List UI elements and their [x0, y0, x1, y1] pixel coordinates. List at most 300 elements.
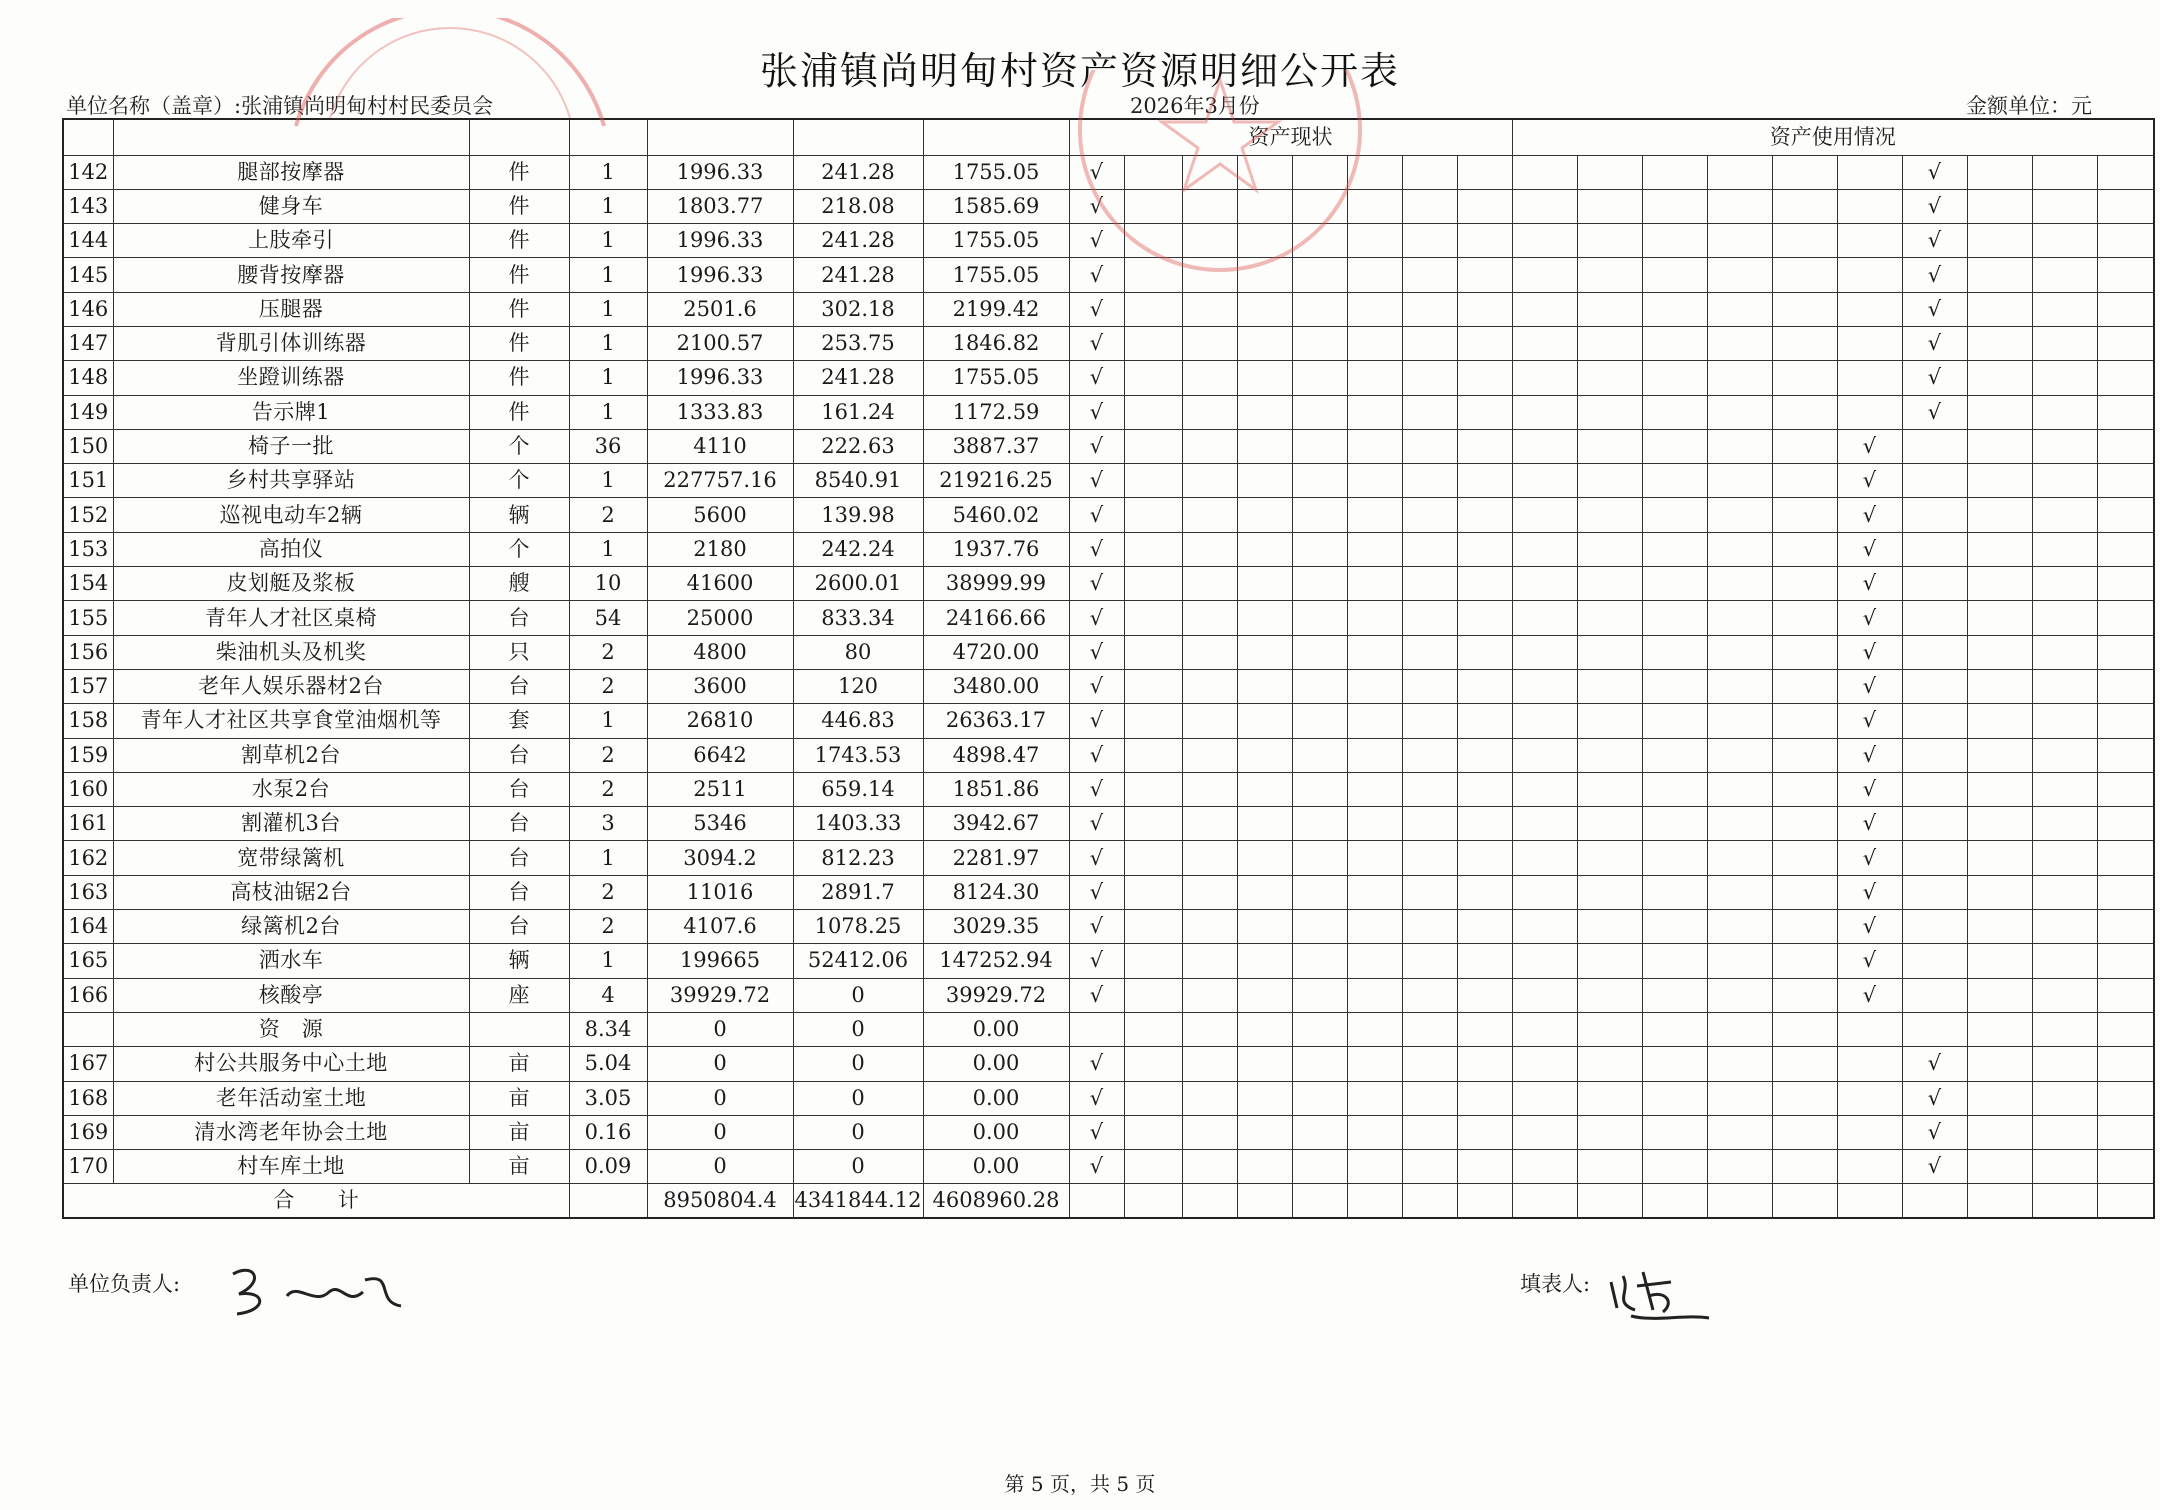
usage-cell — [2097, 567, 2154, 601]
usage-cell — [1837, 1012, 1902, 1046]
net-value: 0.00 — [923, 1115, 1069, 1149]
asset-unit: 亩 — [469, 1115, 569, 1149]
usage-cell — [1512, 944, 1577, 978]
status-cell — [1457, 395, 1512, 429]
usage-cell — [1902, 1012, 1967, 1046]
usage-cell — [1577, 601, 1642, 635]
usage-cell — [1772, 532, 1837, 566]
net-value: 1755.05 — [923, 155, 1069, 189]
asset-quantity: 1 — [569, 326, 647, 360]
usage-cell — [1707, 395, 1772, 429]
status-cell — [1347, 601, 1402, 635]
status-cell — [1237, 361, 1292, 395]
total-net: 4608960.28 — [923, 1184, 1069, 1218]
usage-cell — [1707, 807, 1772, 841]
asset-quantity: 2 — [569, 635, 647, 669]
asset-quantity: 1 — [569, 361, 647, 395]
total-original: 8950804.4 — [647, 1184, 793, 1218]
table-row — [63, 772, 2154, 806]
status-cell — [1457, 910, 1512, 944]
original-value: 0 — [647, 1081, 793, 1115]
status-cell — [1237, 498, 1292, 532]
total-quantity — [569, 1184, 647, 1218]
usage-check-mark: √ — [1837, 978, 1902, 1012]
net-value: 1846.82 — [923, 326, 1069, 360]
status-cell — [1402, 498, 1457, 532]
status-check-mark: √ — [1069, 258, 1124, 292]
status-cell — [1292, 841, 1347, 875]
header-status: 资产现状 — [1069, 119, 1512, 155]
status-cell — [1124, 772, 1182, 806]
asset-quantity: 4 — [569, 978, 647, 1012]
usage-cell — [1642, 910, 1707, 944]
status-check-mark: √ — [1069, 1150, 1124, 1184]
status-cell — [1402, 704, 1457, 738]
status-cell — [1402, 361, 1457, 395]
usage-cell — [2097, 944, 2154, 978]
total-empty-cell — [1967, 1184, 2032, 1218]
usage-cell — [1837, 395, 1902, 429]
usage-cell — [1512, 532, 1577, 566]
status-cell — [1402, 464, 1457, 498]
usage-cell — [2097, 807, 2154, 841]
usage-cell — [1772, 224, 1837, 258]
asset-unit: 亩 — [469, 1150, 569, 1184]
depreciation-value: 0 — [793, 1081, 923, 1115]
status-check-mark: √ — [1069, 532, 1124, 566]
preparer-signature — [1605, 1262, 1715, 1322]
preparer-label: 填表人: — [1520, 1272, 1591, 1296]
table-row — [63, 875, 2154, 909]
usage-cell — [1642, 1047, 1707, 1081]
usage-cell — [1707, 258, 1772, 292]
status-cell — [1124, 944, 1182, 978]
status-cell — [1402, 807, 1457, 841]
status-cell — [1457, 601, 1512, 635]
usage-check-mark: √ — [1837, 738, 1902, 772]
usage-cell — [2032, 1047, 2097, 1081]
usage-cell — [2032, 498, 2097, 532]
net-value: 1851.86 — [923, 772, 1069, 806]
usage-cell — [1967, 601, 2032, 635]
depreciation-value: 1078.25 — [793, 910, 923, 944]
asset-name: 告示牌1 — [113, 395, 469, 429]
usage-cell — [1642, 189, 1707, 223]
usage-cell — [1772, 1012, 1837, 1046]
usage-cell — [1902, 532, 1967, 566]
usage-cell — [1772, 669, 1837, 703]
depreciation-value: 52412.06 — [793, 944, 923, 978]
net-value: 5460.02 — [923, 498, 1069, 532]
original-value: 2501.6 — [647, 292, 793, 326]
usage-cell — [1512, 464, 1577, 498]
usage-cell — [1967, 807, 2032, 841]
status-cell — [1124, 738, 1182, 772]
status-check-mark: √ — [1069, 841, 1124, 875]
usage-cell — [1577, 224, 1642, 258]
status-cell — [1124, 807, 1182, 841]
usage-cell — [1967, 395, 2032, 429]
original-value: 5346 — [647, 807, 793, 841]
report-period: 2026年3月份 — [1130, 94, 1260, 118]
row-number: 143 — [63, 189, 113, 223]
row-number: 160 — [63, 772, 113, 806]
net-value: 3029.35 — [923, 910, 1069, 944]
usage-cell — [1512, 669, 1577, 703]
row-number: 163 — [63, 875, 113, 909]
status-cell — [1457, 429, 1512, 463]
depreciation-value: 0 — [793, 1150, 923, 1184]
status-cell — [1292, 567, 1347, 601]
usage-cell — [1512, 326, 1577, 360]
asset-unit: 件 — [469, 326, 569, 360]
row-number: 152 — [63, 498, 113, 532]
usage-cell — [1902, 841, 1967, 875]
status-cell — [1237, 1150, 1292, 1184]
document-title: 张浦镇尚明甸村资产资源明细公开表 — [759, 49, 1400, 93]
usage-cell — [1772, 807, 1837, 841]
usage-cell — [2032, 361, 2097, 395]
usage-cell — [1837, 326, 1902, 360]
asset-name: 绿篱机2台 — [113, 910, 469, 944]
usage-cell — [1772, 1081, 1837, 1115]
status-cell — [1182, 1047, 1237, 1081]
usage-cell — [1772, 464, 1837, 498]
asset-name: 高拍仪 — [113, 532, 469, 566]
status-cell — [1347, 395, 1402, 429]
usage-cell — [2097, 189, 2154, 223]
status-cell — [1402, 1115, 1457, 1149]
status-cell — [1124, 395, 1182, 429]
table-row — [63, 841, 2154, 875]
status-check-mark: √ — [1069, 1115, 1124, 1149]
table-row — [63, 910, 2154, 944]
usage-cell — [1642, 1081, 1707, 1115]
original-value: 1996.33 — [647, 224, 793, 258]
usage-cell — [1642, 875, 1707, 909]
header-cell — [63, 119, 113, 155]
usage-cell — [1512, 738, 1577, 772]
usage-cell — [1707, 669, 1772, 703]
usage-cell — [1512, 1047, 1577, 1081]
usage-cell — [1967, 738, 2032, 772]
usage-cell — [1707, 532, 1772, 566]
original-value: 0 — [647, 1047, 793, 1081]
status-cell — [1347, 772, 1402, 806]
usage-cell — [1837, 155, 1902, 189]
status-cell — [1402, 292, 1457, 326]
usage-cell — [1837, 1081, 1902, 1115]
usage-cell — [1902, 910, 1967, 944]
status-cell — [1402, 567, 1457, 601]
depreciation-value: 120 — [793, 669, 923, 703]
status-check-mark: √ — [1069, 704, 1124, 738]
row-number: 142 — [63, 155, 113, 189]
usage-cell — [1902, 807, 1967, 841]
status-cell — [1292, 498, 1347, 532]
usage-cell — [1577, 189, 1642, 223]
row-number: 156 — [63, 635, 113, 669]
status-cell — [1182, 361, 1237, 395]
official-seal-center — [1070, 70, 1370, 290]
usage-cell — [1902, 738, 1967, 772]
usage-cell — [1577, 361, 1642, 395]
status-cell — [1182, 532, 1237, 566]
original-value: 1803.77 — [647, 189, 793, 223]
usage-cell — [1577, 807, 1642, 841]
depreciation-value: 446.83 — [793, 704, 923, 738]
usage-cell — [2097, 464, 2154, 498]
usage-cell — [2032, 669, 2097, 703]
usage-cell — [2097, 258, 2154, 292]
original-value: 1996.33 — [647, 155, 793, 189]
asset-quantity: 1 — [569, 841, 647, 875]
status-check-mark: √ — [1069, 464, 1124, 498]
usage-cell — [1642, 567, 1707, 601]
status-cell — [1347, 1150, 1402, 1184]
asset-name: 上肢牵引 — [113, 224, 469, 258]
total-empty-cell — [1577, 1184, 1642, 1218]
status-cell — [1457, 1150, 1512, 1184]
status-cell — [1292, 361, 1347, 395]
depreciation-value: 812.23 — [793, 841, 923, 875]
usage-cell — [2097, 361, 2154, 395]
status-cell — [1292, 429, 1347, 463]
usage-cell — [1772, 292, 1837, 326]
usage-cell — [1577, 1115, 1642, 1149]
asset-quantity: 10 — [569, 567, 647, 601]
usage-cell — [2097, 498, 2154, 532]
usage-cell — [1577, 704, 1642, 738]
usage-cell — [1772, 978, 1837, 1012]
status-cell — [1292, 807, 1347, 841]
asset-unit: 台 — [469, 772, 569, 806]
usage-check-mark: √ — [1837, 429, 1902, 463]
usage-check-mark: √ — [1902, 395, 1967, 429]
status-cell — [1237, 464, 1292, 498]
usage-cell — [2032, 1081, 2097, 1115]
status-cell — [1347, 326, 1402, 360]
total-empty-cell — [1837, 1184, 1902, 1218]
status-cell — [1182, 1150, 1237, 1184]
asset-quantity: 3 — [569, 807, 647, 841]
net-value: 0.00 — [923, 1047, 1069, 1081]
asset-name: 坐蹬训练器 — [113, 361, 469, 395]
usage-cell — [1772, 189, 1837, 223]
usage-cell — [1642, 498, 1707, 532]
usage-cell — [1512, 292, 1577, 326]
status-cell — [1182, 875, 1237, 909]
usage-cell — [1967, 429, 2032, 463]
usage-cell — [1967, 944, 2032, 978]
status-cell — [1124, 704, 1182, 738]
usage-cell — [2032, 1150, 2097, 1184]
status-cell — [1124, 567, 1182, 601]
usage-cell — [1642, 224, 1707, 258]
money-unit: 金额单位：元 — [1966, 94, 2092, 118]
status-cell — [1237, 944, 1292, 978]
usage-cell — [1512, 1150, 1577, 1184]
status-cell — [1402, 1081, 1457, 1115]
row-number: 153 — [63, 532, 113, 566]
usage-check-mark: √ — [1837, 669, 1902, 703]
asset-name: 清水湾老年协会土地 — [113, 1115, 469, 1149]
depreciation-value: 241.28 — [793, 361, 923, 395]
original-value: 2511 — [647, 772, 793, 806]
status-cell — [1124, 1115, 1182, 1149]
usage-cell — [2097, 910, 2154, 944]
usage-cell — [1772, 910, 1837, 944]
usage-cell — [2097, 1115, 2154, 1149]
usage-cell — [2097, 292, 2154, 326]
row-number: 157 — [63, 669, 113, 703]
status-cell — [1292, 738, 1347, 772]
total-empty-cell — [1772, 1184, 1837, 1218]
usage-check-mark: √ — [1902, 224, 1967, 258]
row-number: 169 — [63, 1115, 113, 1149]
usage-check-mark: √ — [1837, 532, 1902, 566]
table-row — [63, 669, 2154, 703]
usage-cell — [1707, 429, 1772, 463]
asset-name: 村公共服务中心土地 — [113, 1047, 469, 1081]
depreciation-value: 80 — [793, 635, 923, 669]
asset-name: 高枝油锯2台 — [113, 875, 469, 909]
asset-quantity: 1 — [569, 258, 647, 292]
usage-cell — [1512, 875, 1577, 909]
status-cell — [1457, 738, 1512, 772]
usage-cell — [1642, 841, 1707, 875]
depreciation-value: 222.63 — [793, 429, 923, 463]
official-seal-top — [290, 18, 610, 128]
usage-cell — [1772, 361, 1837, 395]
total-empty-cell — [1512, 1184, 1577, 1218]
status-check-mark: √ — [1069, 1081, 1124, 1115]
net-value: 2281.97 — [923, 841, 1069, 875]
usage-cell — [1967, 532, 2032, 566]
usage-cell — [1707, 910, 1772, 944]
asset-unit: 件 — [469, 224, 569, 258]
usage-cell — [2032, 395, 2097, 429]
usage-cell — [1512, 1115, 1577, 1149]
usage-cell — [1902, 978, 1967, 1012]
usage-cell — [1967, 978, 2032, 1012]
asset-name: 割灌机3台 — [113, 807, 469, 841]
usage-cell — [1772, 429, 1837, 463]
depreciation-value: 0 — [793, 1012, 923, 1046]
net-value: 0.00 — [923, 1012, 1069, 1046]
row-number: 151 — [63, 464, 113, 498]
usage-cell — [1577, 669, 1642, 703]
asset-quantity: 1 — [569, 189, 647, 223]
status-cell — [1347, 704, 1402, 738]
usage-cell — [1772, 1150, 1837, 1184]
usage-cell — [1577, 978, 1642, 1012]
usage-check-mark: √ — [1902, 258, 1967, 292]
usage-cell — [1512, 395, 1577, 429]
depreciation-value: 0 — [793, 1115, 923, 1149]
usage-check-mark: √ — [1837, 807, 1902, 841]
status-cell — [1237, 1115, 1292, 1149]
usage-cell — [1707, 361, 1772, 395]
status-cell — [1457, 978, 1512, 1012]
status-cell — [1182, 807, 1237, 841]
asset-quantity: 1 — [569, 395, 647, 429]
usage-cell — [1967, 875, 2032, 909]
usage-cell — [1837, 1115, 1902, 1149]
asset-unit: 台 — [469, 738, 569, 772]
usage-check-mark: √ — [1837, 567, 1902, 601]
net-value: 1937.76 — [923, 532, 1069, 566]
status-check-mark: √ — [1069, 292, 1124, 326]
asset-unit: 辆 — [469, 498, 569, 532]
original-value: 1996.33 — [647, 361, 793, 395]
asset-name: 水泵2台 — [113, 772, 469, 806]
usage-cell — [1577, 1150, 1642, 1184]
asset-name: 压腿器 — [113, 292, 469, 326]
status-cell — [1124, 1081, 1182, 1115]
usage-cell — [1967, 669, 2032, 703]
total-empty-cell — [2032, 1184, 2097, 1218]
asset-unit: 台 — [469, 875, 569, 909]
status-cell — [1457, 807, 1512, 841]
asset-name: 健身车 — [113, 189, 469, 223]
status-cell — [1457, 704, 1512, 738]
status-cell — [1402, 258, 1457, 292]
status-cell — [1237, 704, 1292, 738]
status-cell — [1124, 669, 1182, 703]
leader-signature — [225, 1262, 425, 1322]
original-value: 26810 — [647, 704, 793, 738]
usage-cell — [2032, 1115, 2097, 1149]
usage-cell — [2097, 738, 2154, 772]
table-row — [63, 1047, 2154, 1081]
usage-cell — [2097, 1047, 2154, 1081]
table-row — [63, 1012, 2154, 1046]
usage-cell — [1967, 224, 2032, 258]
status-cell — [1457, 361, 1512, 395]
status-cell — [1347, 910, 1402, 944]
depreciation-value: 0 — [793, 1047, 923, 1081]
status-check-mark: √ — [1069, 361, 1124, 395]
original-value: 227757.16 — [647, 464, 793, 498]
asset-name: 腰背按摩器 — [113, 258, 469, 292]
usage-cell — [2097, 841, 2154, 875]
usage-cell — [1707, 635, 1772, 669]
table-row — [63, 704, 2154, 738]
net-value: 147252.94 — [923, 944, 1069, 978]
asset-quantity: 2 — [569, 738, 647, 772]
usage-cell — [1902, 772, 1967, 806]
usage-cell — [1512, 567, 1577, 601]
usage-cell — [2097, 601, 2154, 635]
usage-cell — [1642, 738, 1707, 772]
row-number: 155 — [63, 601, 113, 635]
usage-check-mark: √ — [1902, 1081, 1967, 1115]
header-cell — [923, 119, 1069, 155]
usage-check-mark: √ — [1837, 910, 1902, 944]
usage-cell — [1967, 1047, 2032, 1081]
status-cell — [1347, 807, 1402, 841]
usage-cell — [1512, 1081, 1577, 1115]
usage-cell — [2032, 155, 2097, 189]
status-cell — [1292, 704, 1347, 738]
status-cell — [1292, 532, 1347, 566]
status-cell — [1402, 635, 1457, 669]
usage-cell — [1642, 395, 1707, 429]
status-cell — [1292, 978, 1347, 1012]
asset-unit: 件 — [469, 395, 569, 429]
usage-cell — [1707, 498, 1772, 532]
